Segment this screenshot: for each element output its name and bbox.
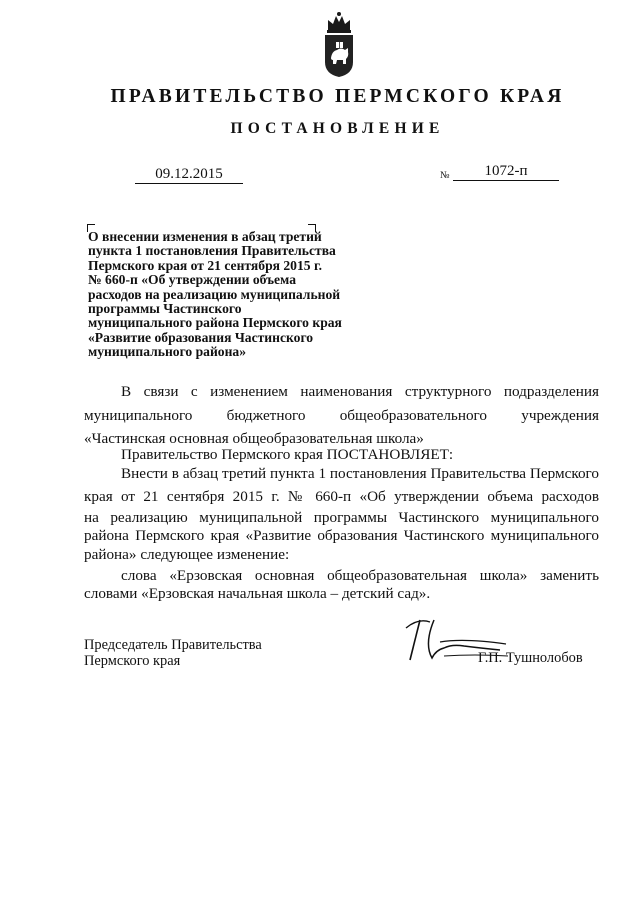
body-line: района» следующее изменение:: [84, 546, 290, 563]
body-line: района Пермского края «Развитие образования Частинского муниципального: [84, 527, 599, 544]
perm-krai-coat-of-arms-icon: [322, 10, 356, 78]
body-line: края от 21 сентября 2015 г. № 660-п «Об утверждении объема расходов: [84, 488, 599, 505]
body-line: Внести в абзац третий пункта 1 постановления Правительства Пермского: [121, 465, 599, 482]
number-sign: №: [440, 170, 450, 181]
document-subject: [88, 230, 388, 360]
subject-line: «Развитие образования Частинского: [88, 329, 314, 345]
subject-line: № 660-п «Об утверждении объема: [88, 272, 297, 288]
subject-line: О внесении изменения в абзац третий: [88, 229, 322, 244]
subject-line: муниципального района Пермского края: [88, 315, 342, 331]
body-line: слова «Ерзовская основная общеобразовательная школа» заменить: [121, 567, 599, 584]
subject-line: муниципального района»: [88, 344, 247, 360]
document-type: ПОСТАНОВЛЕНИЕ: [230, 120, 445, 137]
subject-line: пункта 1 постановления Правительства: [88, 243, 336, 259]
signer-position-line: Пермского края: [84, 652, 181, 669]
subject-line: расходов на реализацию муниципальной: [88, 286, 341, 302]
document-number: 1072-п: [453, 162, 559, 181]
government-name: ПРАВИТЕЛЬСТВО ПЕРМСКОГО КРАЯ: [110, 86, 565, 107]
subject-line: программы Частинского: [88, 301, 242, 317]
signer-position: [84, 638, 262, 669]
document-date: 09.12.2015: [135, 165, 243, 184]
body-line: В связи с изменением наименования структурного подразделения: [121, 383, 599, 400]
signer-name: Г.П. Тушнолобов: [478, 650, 583, 666]
signer-position-line: Председатель Правительства: [84, 637, 262, 653]
body-line: на реализацию муниципальной программы Частинского муниципального: [84, 509, 599, 526]
body-line: муниципального бюджетного общеобразовательного учреждения: [84, 407, 599, 424]
body-line: «Частинская основная общеобразовательная школа»: [84, 430, 424, 447]
subject-line: Пермского края от 21 сентября 2015 г.: [88, 257, 323, 273]
body-line: словами «Ерзовская начальная школа – детский сад».: [84, 585, 431, 602]
body-line: Правительство Пермского края ПОСТАНОВЛЯЕТ:: [121, 446, 454, 463]
